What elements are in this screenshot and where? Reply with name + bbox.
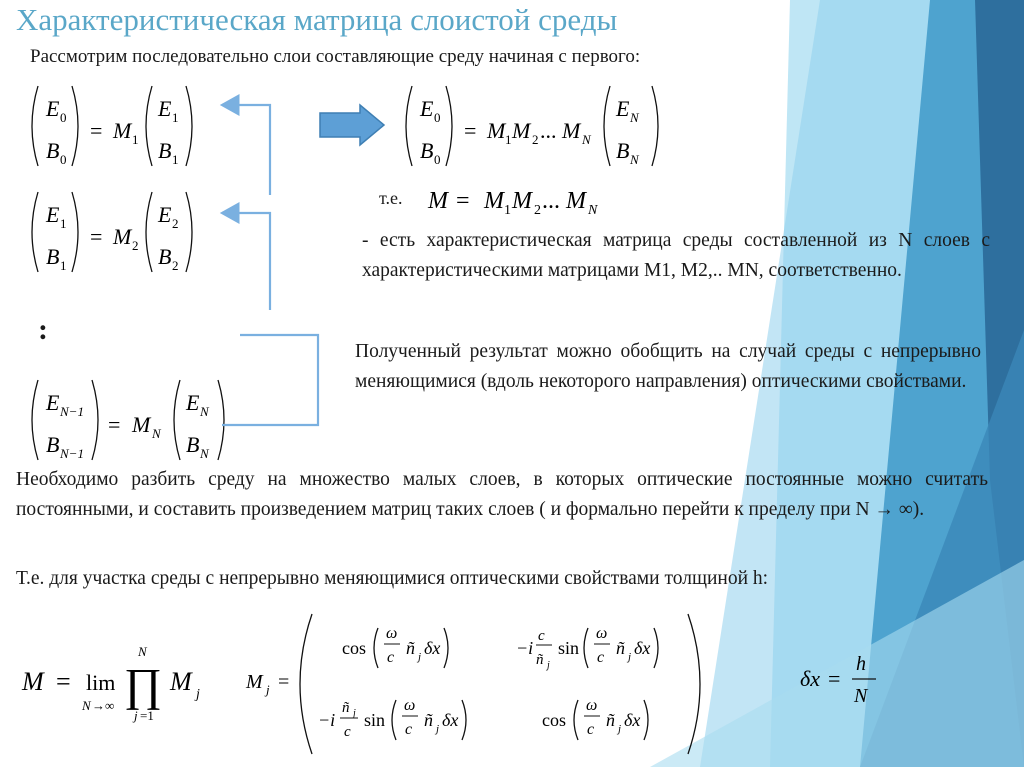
svg-text:M: M xyxy=(562,118,581,143)
svg-text:0: 0 xyxy=(60,110,67,125)
svg-text:M: M xyxy=(428,188,448,214)
svg-text:N: N xyxy=(138,644,147,659)
svg-text:E: E xyxy=(186,390,200,415)
svg-text:cos: cos xyxy=(542,710,566,730)
svg-text:δx: δx xyxy=(624,710,641,730)
svg-text:ñ: ñ xyxy=(536,652,544,668)
svg-text:0: 0 xyxy=(434,152,441,167)
formula-layer1 xyxy=(28,80,218,175)
svg-text:δx: δx xyxy=(634,638,651,658)
svg-text:c: c xyxy=(344,724,351,740)
svg-text:B: B xyxy=(158,138,172,163)
svg-text:c: c xyxy=(587,721,595,738)
svg-text:j: j xyxy=(266,682,270,697)
svg-text:=: = xyxy=(456,188,470,214)
svg-text:=: = xyxy=(278,671,290,693)
svg-text:E: E xyxy=(46,390,60,415)
svg-text:E: E xyxy=(46,96,60,121)
svg-text:M: M xyxy=(113,224,132,249)
svg-text:N: N xyxy=(588,203,598,218)
svg-text:M: M xyxy=(170,667,192,696)
svg-text:...: ... xyxy=(540,118,557,143)
svg-text:ñ: ñ xyxy=(406,638,415,658)
formula-matrix-Mj xyxy=(240,608,720,768)
svg-text:=: = xyxy=(464,118,477,143)
svg-text:h: h xyxy=(856,653,866,675)
ie-label: т.е. xyxy=(379,188,403,208)
svg-text:0: 0 xyxy=(60,152,67,167)
svg-text:B: B xyxy=(420,138,434,163)
svg-text:=: = xyxy=(828,666,841,691)
svg-text:ω: ω xyxy=(596,625,608,642)
svg-text:B: B xyxy=(158,244,172,269)
svg-text:=: = xyxy=(90,224,103,249)
svg-text:j: j xyxy=(418,651,422,663)
svg-text:δx: δx xyxy=(424,638,441,658)
svg-text:E: E xyxy=(158,202,172,227)
svg-text:j: j xyxy=(353,708,356,719)
svg-text:c: c xyxy=(597,649,605,666)
slide-title: Характеристическая матрица слоистой среды xyxy=(16,2,618,37)
svg-text:2: 2 xyxy=(172,216,179,231)
formula-delta-x xyxy=(800,646,900,716)
svg-text:=1: =1 xyxy=(140,708,154,723)
svg-text:ω: ω xyxy=(386,625,398,642)
svg-text:δx: δx xyxy=(800,666,820,691)
svg-text:M: M xyxy=(487,118,506,143)
svg-text:1: 1 xyxy=(132,132,139,147)
svg-text:E: E xyxy=(420,96,434,121)
svg-text:ω: ω xyxy=(404,697,416,714)
svg-text:ñ: ñ xyxy=(616,638,625,658)
formula-layer2 xyxy=(28,186,218,281)
svg-text:c: c xyxy=(405,721,413,738)
paragraph-char-matrix: - есть характеристическая матрица среды составленной из N слоев с характеристическими матрицами M1, M2,.. MN, соответственно. xyxy=(362,230,990,281)
svg-text:δx: δx xyxy=(442,710,459,730)
svg-text:N: N xyxy=(200,404,209,419)
svg-text:c: c xyxy=(538,628,545,644)
svg-text:M: M xyxy=(22,667,44,696)
svg-text:M: M xyxy=(566,188,586,214)
svg-text:B: B xyxy=(46,138,60,163)
svg-text:lim: lim xyxy=(86,670,116,695)
svg-text:N: N xyxy=(854,685,868,707)
svg-text:N: N xyxy=(630,110,639,125)
svg-text:→∞: →∞ xyxy=(92,698,115,713)
svg-text:j: j xyxy=(196,687,200,702)
svg-text:j: j xyxy=(436,723,440,735)
svg-text:N−1: N−1 xyxy=(60,404,84,419)
svg-text:...: ... xyxy=(542,188,560,214)
svg-text:M: M xyxy=(512,118,531,143)
paragraph-generalization: Полученный результат можно обобщить на случай среды с непрерывно меняющимися (вдоль некоторого направления) оптическими свойствами. xyxy=(355,341,981,392)
svg-text:j: j xyxy=(618,723,622,735)
svg-text:M: M xyxy=(132,412,151,437)
svg-text:1: 1 xyxy=(60,216,67,231)
svg-text:E: E xyxy=(46,202,60,227)
svg-text:=: = xyxy=(108,412,121,437)
svg-text:2: 2 xyxy=(532,132,539,147)
svg-text:M: M xyxy=(484,188,504,214)
svg-text:j: j xyxy=(134,708,138,723)
intro-text: Рассмотрим последовательно слои составляющие среду начиная с первого: xyxy=(30,46,641,67)
svg-text:M: M xyxy=(113,118,132,143)
svg-text:ñ: ñ xyxy=(424,710,433,730)
svg-text:=: = xyxy=(56,667,71,696)
formula-product xyxy=(428,182,648,222)
svg-text:2: 2 xyxy=(172,258,179,273)
svg-text:∏: ∏ xyxy=(124,659,162,710)
formula-limit xyxy=(20,640,220,730)
svg-text:0: 0 xyxy=(434,110,441,125)
svg-text:cos: cos xyxy=(342,638,366,658)
svg-text:=: = xyxy=(90,118,103,143)
svg-text:ñ: ñ xyxy=(606,710,615,730)
svg-text:N−1: N−1 xyxy=(60,446,84,461)
svg-text:N: N xyxy=(152,426,161,441)
svg-text:1: 1 xyxy=(505,132,512,147)
connector-arrow-icon xyxy=(200,95,330,445)
svg-text:E: E xyxy=(616,96,630,121)
svg-text:j: j xyxy=(628,651,632,663)
svg-text:ω: ω xyxy=(586,697,598,714)
svg-text:B: B xyxy=(186,432,200,457)
svg-text:M: M xyxy=(512,188,532,214)
svg-text:N: N xyxy=(82,698,91,713)
svg-text:sin: sin xyxy=(364,710,386,730)
paragraph-continuous: Т.е. для участка среды с непрерывно меняющимися оптическими свойствами толщиной h: xyxy=(16,568,769,589)
svg-text:1: 1 xyxy=(172,152,179,167)
svg-text:sin: sin xyxy=(558,638,580,658)
svg-text:ñ: ñ xyxy=(342,700,350,716)
svg-text:−i: −i xyxy=(516,638,534,658)
svg-text:N: N xyxy=(630,152,639,167)
svg-text:N: N xyxy=(200,446,209,461)
svg-text:2: 2 xyxy=(132,238,139,253)
svg-text:c: c xyxy=(387,649,395,666)
svg-text:1: 1 xyxy=(60,258,67,273)
paragraph-subdivision: Необходимо разбить среду на множество малых слоев, в которых оптические постоянные можно считать постоянными, и составить произведением матриц таких слоев ( и формально перейти к пределу при N → ∞). xyxy=(16,469,988,520)
svg-text:E: E xyxy=(158,96,172,121)
formula-total xyxy=(402,80,702,175)
svg-text:1: 1 xyxy=(504,203,511,218)
block-arrow-right-icon xyxy=(318,104,386,146)
svg-text:B: B xyxy=(46,244,60,269)
vertical-ellipsis: : xyxy=(38,313,48,346)
svg-text:2: 2 xyxy=(534,203,541,218)
svg-text:N: N xyxy=(582,132,591,147)
svg-text:B: B xyxy=(46,432,60,457)
svg-text:1: 1 xyxy=(172,110,179,125)
svg-text:j: j xyxy=(547,660,550,671)
svg-text:M: M xyxy=(246,671,263,693)
svg-text:B: B xyxy=(616,138,630,163)
svg-text:−i: −i xyxy=(318,710,336,730)
